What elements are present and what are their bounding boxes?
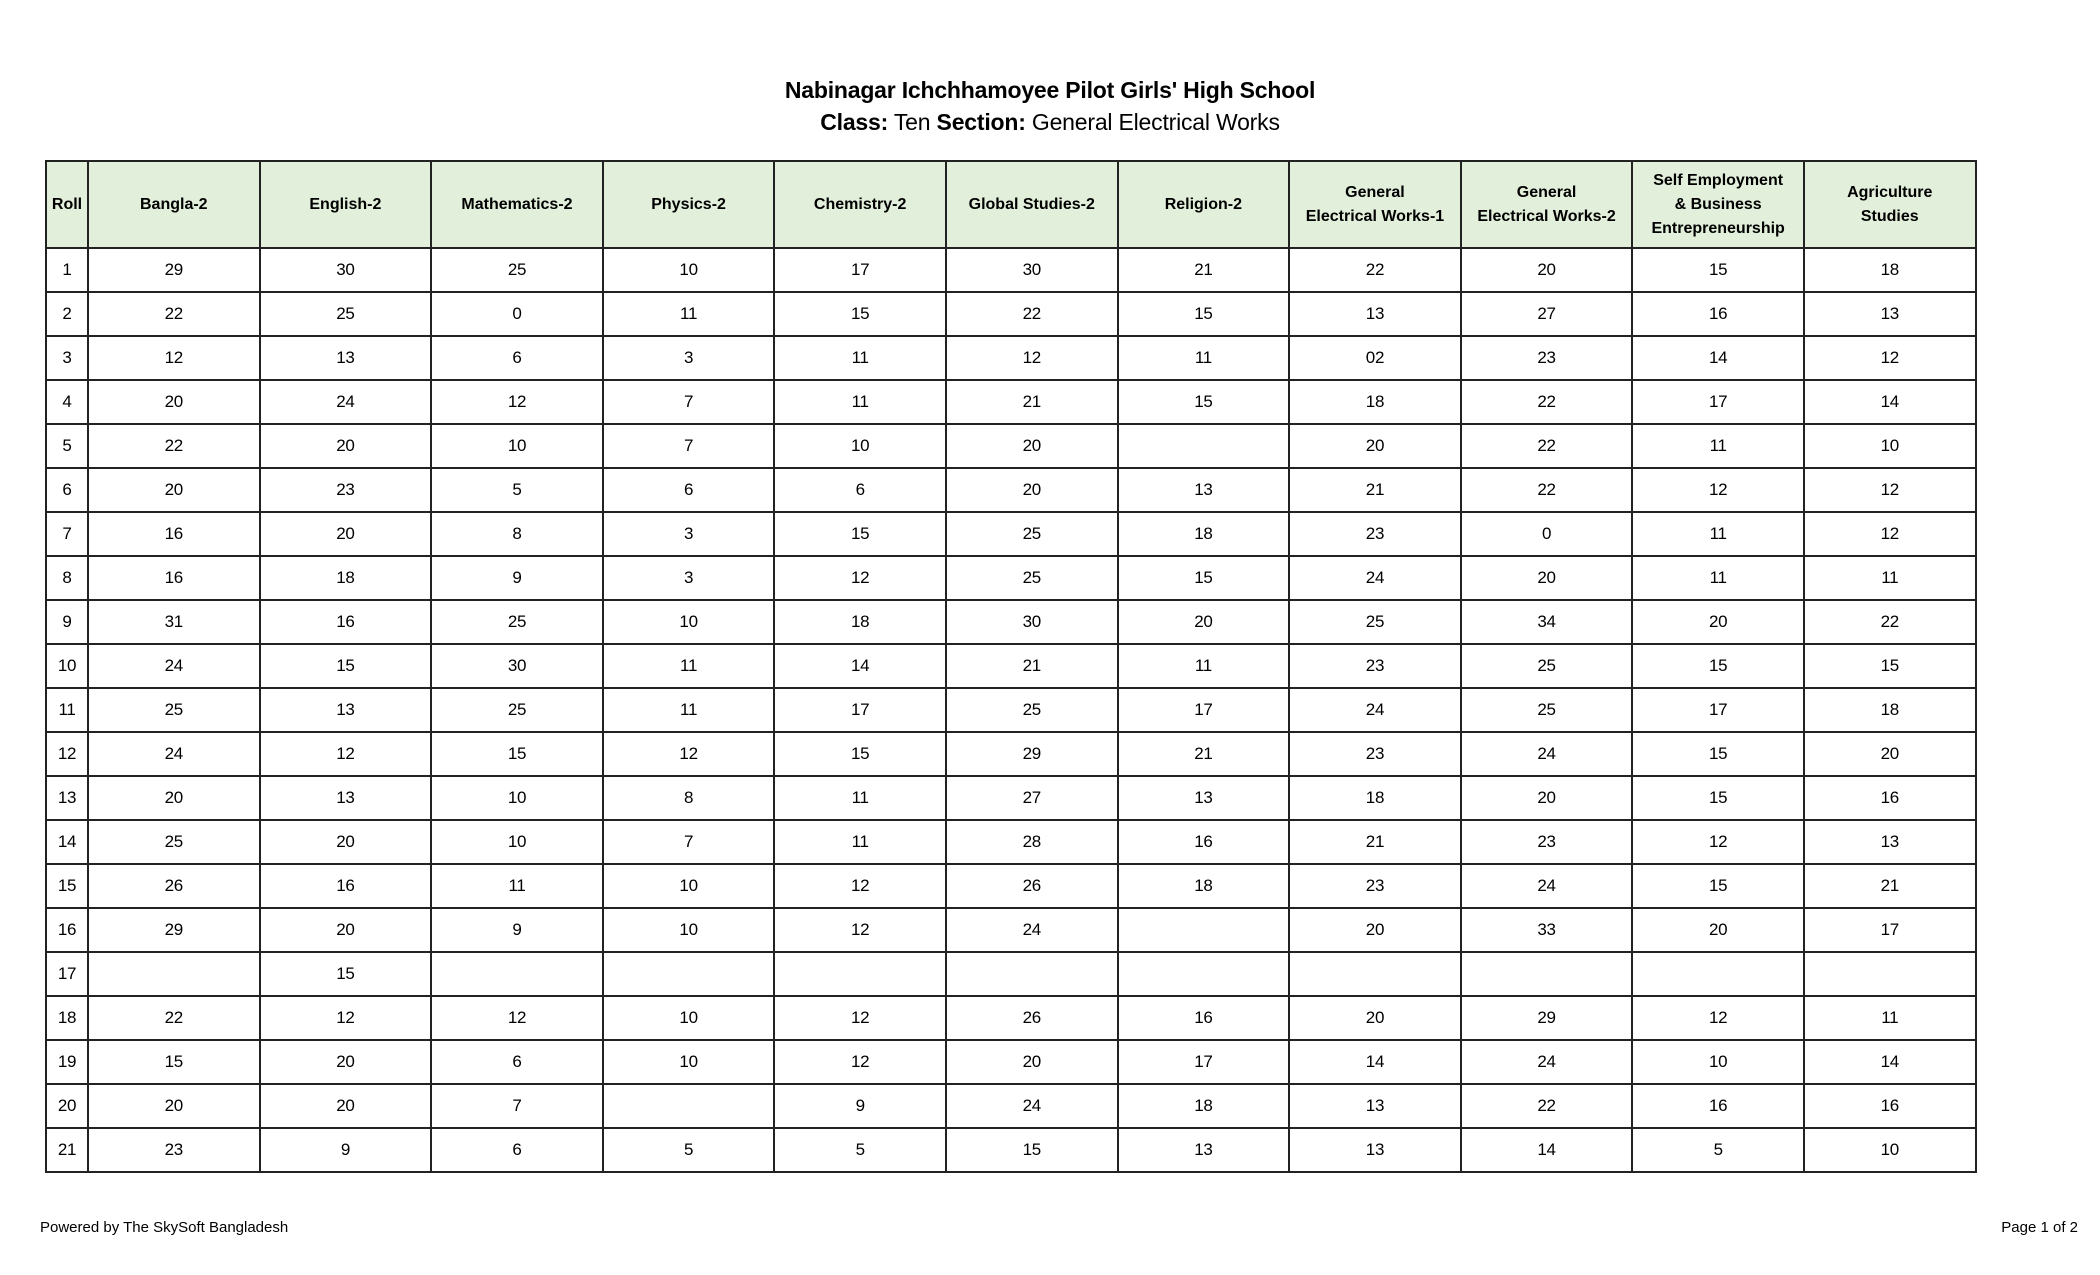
column-header-roll: Roll (46, 161, 88, 248)
mark-cell: 12 (1804, 512, 1976, 556)
mark-cell: 15 (1804, 644, 1976, 688)
roll-cell: 13 (46, 776, 88, 820)
mark-cell: 29 (88, 248, 260, 292)
powered-by-text: Powered by The SkySoft Bangladesh (40, 1219, 289, 1236)
mark-cell (1118, 424, 1290, 468)
mark-cell: 15 (1118, 380, 1290, 424)
mark-cell: 10 (431, 820, 603, 864)
mark-cell: 13 (1804, 820, 1976, 864)
table-row (46, 336, 1976, 380)
mark-cell: 20 (1289, 908, 1461, 952)
mark-cell: 25 (260, 292, 432, 336)
table-row (46, 732, 1976, 776)
mark-cell: 14 (1804, 1040, 1976, 1084)
table-row (46, 556, 1976, 600)
mark-cell: 13 (260, 776, 432, 820)
mark-cell (1289, 952, 1461, 996)
mark-cell: 15 (1118, 556, 1290, 600)
mark-cell: 22 (88, 424, 260, 468)
mark-cell: 13 (1118, 776, 1290, 820)
mark-cell: 22 (1461, 424, 1633, 468)
mark-cell: 11 (774, 776, 946, 820)
mark-cell: 25 (88, 688, 260, 732)
mark-cell: 25 (946, 688, 1118, 732)
table-row (46, 1084, 1976, 1128)
column-header: Physics-2 (603, 161, 775, 248)
mark-cell: 20 (260, 820, 432, 864)
mark-cell: 10 (603, 996, 775, 1040)
mark-cell: 18 (1289, 380, 1461, 424)
table-row (46, 1128, 1976, 1172)
mark-cell: 24 (88, 732, 260, 776)
mark-cell: 12 (1632, 820, 1804, 864)
roll-cell: 2 (46, 292, 88, 336)
mark-cell: 16 (260, 600, 432, 644)
mark-cell: 15 (774, 512, 946, 556)
column-header: Global Studies-2 (946, 161, 1118, 248)
mark-cell: 13 (1118, 1128, 1290, 1172)
roll-cell: 14 (46, 820, 88, 864)
mark-cell: 30 (431, 644, 603, 688)
mark-cell: 23 (1461, 336, 1633, 380)
mark-cell: 20 (1461, 776, 1633, 820)
roll-cell: 9 (46, 600, 88, 644)
mark-cell: 20 (1289, 996, 1461, 1040)
mark-cell: 20 (260, 1040, 432, 1084)
mark-cell: 10 (1804, 1128, 1976, 1172)
mark-cell: 9 (431, 556, 603, 600)
mark-cell: 11 (774, 380, 946, 424)
mark-cell (946, 952, 1118, 996)
column-header: Self Employment & Business Entrepreneurship (1632, 161, 1804, 248)
mark-cell: 15 (774, 292, 946, 336)
mark-cell: 20 (260, 1084, 432, 1128)
mark-cell: 5 (431, 468, 603, 512)
table-row (46, 380, 1976, 424)
mark-cell: 8 (603, 776, 775, 820)
mark-cell: 11 (603, 292, 775, 336)
mark-cell: 5 (1632, 1128, 1804, 1172)
mark-cell: 15 (946, 1128, 1118, 1172)
mark-cell: 10 (1804, 424, 1976, 468)
table-row (46, 688, 1976, 732)
mark-cell: 30 (260, 248, 432, 292)
mark-cell: 17 (1118, 1040, 1290, 1084)
table-row (46, 512, 1976, 556)
mark-cell: 26 (946, 864, 1118, 908)
mark-cell: 12 (88, 336, 260, 380)
roll-cell: 3 (46, 336, 88, 380)
mark-cell: 18 (260, 556, 432, 600)
document-header (0, 74, 2100, 138)
class-label: Class: (820, 109, 889, 135)
mark-cell: 11 (1632, 512, 1804, 556)
mark-cell: 21 (946, 644, 1118, 688)
mark-cell (774, 952, 946, 996)
mark-cell: 22 (88, 996, 260, 1040)
mark-cell: 18 (1804, 248, 1976, 292)
table-row (46, 776, 1976, 820)
mark-cell: 16 (1804, 776, 1976, 820)
mark-cell: 15 (260, 644, 432, 688)
class-value: Ten (893, 109, 931, 135)
mark-cell: 16 (260, 864, 432, 908)
mark-cell: 22 (1461, 1084, 1633, 1128)
mark-cell: 24 (1461, 864, 1633, 908)
mark-cell: 12 (1804, 336, 1976, 380)
mark-cell: 24 (88, 644, 260, 688)
mark-cell: 33 (1461, 908, 1633, 952)
mark-cell: 22 (88, 292, 260, 336)
mark-cell: 12 (1804, 468, 1976, 512)
mark-cell: 15 (260, 952, 432, 996)
mark-cell: 31 (88, 600, 260, 644)
mark-cell: 11 (1118, 336, 1290, 380)
column-header: Bangla-2 (88, 161, 260, 248)
mark-cell: 23 (1289, 864, 1461, 908)
mark-cell: 20 (1632, 600, 1804, 644)
roll-cell: 5 (46, 424, 88, 468)
mark-cell: 15 (1632, 864, 1804, 908)
mark-cell (1118, 952, 1290, 996)
mark-cell: 22 (1461, 468, 1633, 512)
mark-cell: 18 (1118, 512, 1290, 556)
mark-cell: 9 (774, 1084, 946, 1128)
column-header: English-2 (260, 161, 432, 248)
mark-cell: 20 (1118, 600, 1290, 644)
table-row (46, 952, 1976, 996)
mark-cell: 16 (88, 512, 260, 556)
mark-cell: 20 (88, 1084, 260, 1128)
page-number: Page 1 of 2 (2001, 1219, 2078, 1236)
mark-cell: 02 (1289, 336, 1461, 380)
section-value: General Electrical Works (1031, 109, 1280, 135)
mark-cell: 10 (603, 1040, 775, 1084)
table-row (46, 424, 1976, 468)
mark-cell: 15 (88, 1040, 260, 1084)
mark-cell: 17 (1118, 688, 1290, 732)
mark-cell: 25 (431, 688, 603, 732)
mark-cell (88, 952, 260, 996)
table-row (46, 996, 1976, 1040)
mark-cell: 12 (260, 732, 432, 776)
mark-cell: 12 (946, 336, 1118, 380)
roll-cell: 19 (46, 1040, 88, 1084)
roll-cell: 10 (46, 644, 88, 688)
mark-cell: 24 (1461, 732, 1633, 776)
mark-cell: 25 (1461, 644, 1633, 688)
roll-cell: 8 (46, 556, 88, 600)
mark-cell: 12 (774, 864, 946, 908)
mark-cell: 15 (431, 732, 603, 776)
table-row (46, 600, 1976, 644)
mark-cell: 20 (946, 468, 1118, 512)
mark-cell (431, 952, 603, 996)
mark-cell: 17 (774, 248, 946, 292)
roll-cell: 18 (46, 996, 88, 1040)
mark-cell: 12 (431, 380, 603, 424)
mark-cell: 11 (603, 644, 775, 688)
mark-cell: 28 (946, 820, 1118, 864)
mark-cell: 24 (1289, 556, 1461, 600)
mark-cell: 29 (88, 908, 260, 952)
mark-cell: 3 (603, 556, 775, 600)
mark-cell: 25 (431, 600, 603, 644)
mark-cell: 22 (1804, 600, 1976, 644)
roll-cell: 20 (46, 1084, 88, 1128)
mark-cell: 23 (1461, 820, 1633, 864)
mark-cell: 12 (1632, 996, 1804, 1040)
column-header: Chemistry-2 (774, 161, 946, 248)
mark-cell: 20 (260, 512, 432, 556)
column-header: General Electrical Works-2 (1461, 161, 1633, 248)
mark-cell: 20 (260, 424, 432, 468)
mark-cell (1632, 952, 1804, 996)
mark-cell: 26 (88, 864, 260, 908)
mark-cell: 7 (431, 1084, 603, 1128)
mark-cell: 18 (1804, 688, 1976, 732)
table-row (46, 292, 1976, 336)
mark-cell: 17 (1632, 688, 1804, 732)
mark-cell: 7 (603, 820, 775, 864)
mark-cell: 16 (1632, 292, 1804, 336)
marks-table (45, 160, 1977, 1173)
mark-cell: 21 (1289, 468, 1461, 512)
mark-cell: 14 (774, 644, 946, 688)
mark-cell: 6 (603, 468, 775, 512)
column-header: Agriculture Studies (1804, 161, 1976, 248)
mark-cell: 22 (1461, 380, 1633, 424)
section-label: Section: (936, 109, 1026, 135)
mark-cell: 10 (603, 248, 775, 292)
mark-cell: 26 (946, 996, 1118, 1040)
mark-cell: 10 (603, 908, 775, 952)
mark-cell: 20 (1289, 424, 1461, 468)
mark-cell: 25 (1461, 688, 1633, 732)
mark-cell: 15 (1632, 776, 1804, 820)
mark-cell: 5 (603, 1128, 775, 1172)
mark-cell: 29 (946, 732, 1118, 776)
mark-cell: 6 (431, 1040, 603, 1084)
roll-cell: 6 (46, 468, 88, 512)
mark-cell: 12 (774, 908, 946, 952)
column-header: Religion-2 (1118, 161, 1290, 248)
table-header-row (46, 161, 1976, 248)
table-row (46, 468, 1976, 512)
mark-cell: 11 (603, 688, 775, 732)
mark-cell: 12 (774, 996, 946, 1040)
school-name: Nabinagar Ichchhamoyee Pilot Girls' High School (784, 77, 1316, 103)
mark-cell: 12 (603, 732, 775, 776)
mark-cell: 11 (1632, 424, 1804, 468)
roll-cell: 4 (46, 380, 88, 424)
column-header: Mathematics-2 (431, 161, 603, 248)
mark-cell (603, 1084, 775, 1128)
mark-cell: 15 (1118, 292, 1290, 336)
mark-cell: 21 (1118, 248, 1290, 292)
mark-cell: 3 (603, 512, 775, 556)
table-row (46, 1040, 1976, 1084)
mark-cell: 22 (1289, 248, 1461, 292)
mark-cell: 6 (431, 336, 603, 380)
table-row (46, 644, 1976, 688)
mark-cell: 6 (431, 1128, 603, 1172)
mark-cell: 30 (946, 600, 1118, 644)
mark-cell: 13 (1118, 468, 1290, 512)
mark-cell: 23 (1289, 644, 1461, 688)
mark-cell: 10 (774, 424, 946, 468)
mark-cell: 20 (88, 380, 260, 424)
mark-cell: 10 (431, 776, 603, 820)
mark-cell: 12 (431, 996, 603, 1040)
mark-cell: 24 (946, 1084, 1118, 1128)
mark-cell: 13 (260, 336, 432, 380)
mark-cell: 9 (431, 908, 603, 952)
mark-cell: 15 (1632, 732, 1804, 776)
mark-cell: 10 (1632, 1040, 1804, 1084)
mark-cell: 11 (1632, 556, 1804, 600)
mark-cell: 3 (603, 336, 775, 380)
mark-cell: 11 (774, 336, 946, 380)
mark-cell: 16 (88, 556, 260, 600)
mark-cell: 18 (1289, 776, 1461, 820)
mark-cell: 14 (1461, 1128, 1633, 1172)
table-row (46, 864, 1976, 908)
roll-cell: 16 (46, 908, 88, 952)
mark-cell: 27 (1461, 292, 1633, 336)
mark-cell: 12 (1632, 468, 1804, 512)
mark-cell: 24 (260, 380, 432, 424)
mark-cell: 29 (1461, 996, 1633, 1040)
mark-cell: 9 (260, 1128, 432, 1172)
mark-cell (603, 952, 775, 996)
table-body (46, 248, 1976, 1172)
mark-cell: 11 (774, 820, 946, 864)
column-header: General Electrical Works-1 (1289, 161, 1461, 248)
mark-cell: 25 (88, 820, 260, 864)
mark-cell: 22 (946, 292, 1118, 336)
mark-cell: 20 (260, 908, 432, 952)
roll-cell: 12 (46, 732, 88, 776)
mark-cell: 11 (1804, 996, 1976, 1040)
mark-cell: 16 (1118, 996, 1290, 1040)
mark-cell: 27 (946, 776, 1118, 820)
table-row (46, 248, 1976, 292)
mark-cell: 23 (1289, 512, 1461, 556)
mark-cell: 25 (946, 512, 1118, 556)
mark-cell: 34 (1461, 600, 1633, 644)
mark-cell: 12 (260, 996, 432, 1040)
roll-cell: 17 (46, 952, 88, 996)
mark-cell: 23 (88, 1128, 260, 1172)
mark-cell: 13 (1804, 292, 1976, 336)
mark-cell: 10 (603, 864, 775, 908)
mark-cell: 12 (774, 1040, 946, 1084)
mark-cell: 30 (946, 248, 1118, 292)
mark-cell: 21 (1804, 864, 1976, 908)
roll-cell: 7 (46, 512, 88, 556)
mark-cell: 8 (431, 512, 603, 556)
mark-cell: 14 (1804, 380, 1976, 424)
mark-cell: 18 (774, 600, 946, 644)
mark-cell: 20 (946, 424, 1118, 468)
mark-cell: 0 (1461, 512, 1633, 556)
mark-cell: 24 (1461, 1040, 1633, 1084)
mark-cell: 15 (774, 732, 946, 776)
mark-cell: 17 (774, 688, 946, 732)
mark-cell: 10 (431, 424, 603, 468)
roll-cell: 21 (46, 1128, 88, 1172)
mark-cell: 15 (1632, 644, 1804, 688)
mark-cell: 17 (1804, 908, 1976, 952)
mark-cell: 18 (1118, 864, 1290, 908)
mark-cell: 24 (1289, 688, 1461, 732)
mark-cell: 13 (1289, 1128, 1461, 1172)
class-section-line (0, 106, 2100, 138)
mark-cell (1461, 952, 1633, 996)
mark-cell: 13 (1289, 1084, 1461, 1128)
mark-cell: 25 (946, 556, 1118, 600)
mark-cell: 6 (774, 468, 946, 512)
mark-cell: 15 (1632, 248, 1804, 292)
mark-cell: 13 (1289, 292, 1461, 336)
mark-cell: 17 (1632, 380, 1804, 424)
mark-cell: 11 (1118, 644, 1290, 688)
mark-cell: 14 (1632, 336, 1804, 380)
mark-cell: 18 (1118, 1084, 1290, 1128)
mark-cell: 13 (260, 688, 432, 732)
mark-cell (1118, 908, 1290, 952)
mark-cell: 11 (431, 864, 603, 908)
mark-cell: 16 (1632, 1084, 1804, 1128)
mark-cell: 20 (946, 1040, 1118, 1084)
mark-cell: 20 (1461, 248, 1633, 292)
mark-cell: 21 (1118, 732, 1290, 776)
roll-cell: 11 (46, 688, 88, 732)
mark-cell: 16 (1804, 1084, 1976, 1128)
mark-cell: 20 (1461, 556, 1633, 600)
mark-cell: 14 (1289, 1040, 1461, 1084)
mark-cell: 0 (431, 292, 603, 336)
mark-cell: 25 (1289, 600, 1461, 644)
mark-cell: 10 (603, 600, 775, 644)
mark-cell: 20 (88, 776, 260, 820)
mark-cell: 21 (1289, 820, 1461, 864)
table-row (46, 908, 1976, 952)
mark-cell: 20 (1632, 908, 1804, 952)
mark-cell: 23 (260, 468, 432, 512)
mark-cell: 11 (1804, 556, 1976, 600)
table-row (46, 820, 1976, 864)
mark-cell: 7 (603, 424, 775, 468)
mark-cell: 20 (88, 468, 260, 512)
mark-cell: 7 (603, 380, 775, 424)
mark-cell: 5 (774, 1128, 946, 1172)
mark-cell: 24 (946, 908, 1118, 952)
mark-cell: 20 (1804, 732, 1976, 776)
mark-cell: 12 (774, 556, 946, 600)
mark-cell: 25 (431, 248, 603, 292)
roll-cell: 15 (46, 864, 88, 908)
mark-cell: 21 (946, 380, 1118, 424)
roll-cell: 1 (46, 248, 88, 292)
mark-cell (1804, 952, 1976, 996)
mark-cell: 23 (1289, 732, 1461, 776)
mark-cell: 16 (1118, 820, 1290, 864)
